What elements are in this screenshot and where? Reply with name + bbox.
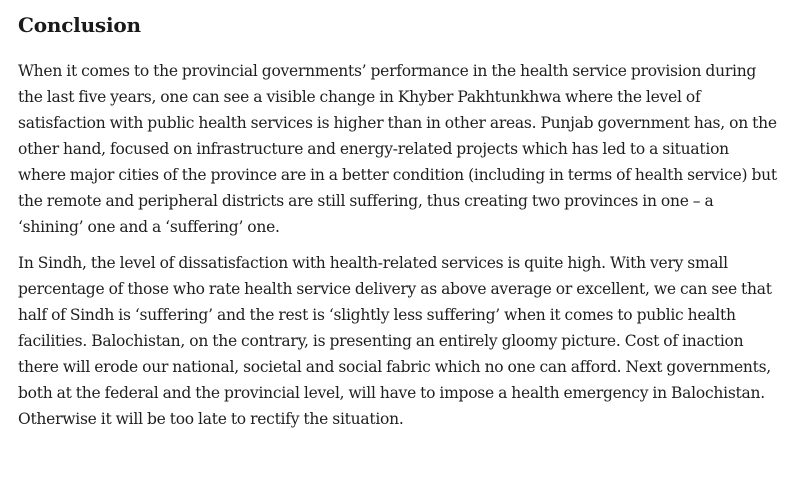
paragraph-provincial-performance: When it comes to the provincial governments’ performance in the health service provision during the last five years, one can see a visible change in Khyber Pakhtunkhwa where the level of satisfaction with public health services is higher than in other areas. Punjab government has, on the other hand, focused on infrastructure and energy-related projects which has led to a situation where major cities of the province are in a better condition (including in terms of health service) but the remote and peripheral districts are still suffering, thus creating two provinces in one – a ‘shining’ one and a ‘suffering’ one. bbox=[18, 62, 777, 236]
article-body bbox=[18, 8, 778, 442]
section-heading: Conclusion bbox=[18, 13, 141, 37]
paragraph-sindh-balochistan: In Sindh, the level of dissatisfaction with health-related services is quite high. With very small percentage of those who rate health service delivery as above average or excellent, we can see that half of Sindh is ‘suffering’ and the rest is ‘slightly less suffering’ when it comes to public health facilities. Balochistan, on the contrary, is presenting an entirely gloomy picture. Cost of inaction there will erode our national, societal and social fabric which no one can afford. Next governments, both at the federal and the provincial level, will have to impose a health emergency in Balochistan. Otherwise it will be too late to rectify the situation. bbox=[18, 254, 772, 428]
